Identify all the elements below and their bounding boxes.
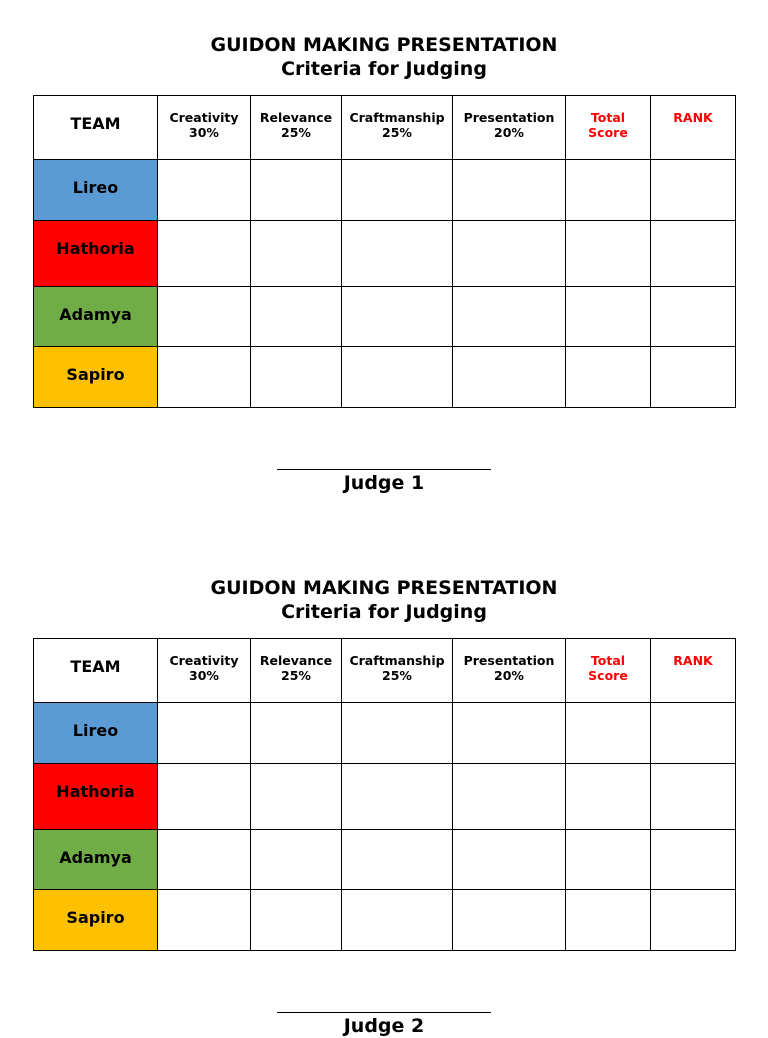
- form-subtitle: Criteria for Judging: [281, 58, 487, 80]
- score-table: [33, 638, 736, 951]
- score-cell-creativity[interactable]: [158, 160, 251, 221]
- score-cell-total[interactable]: [566, 703, 651, 764]
- header-row: [34, 639, 736, 703]
- table-row: [34, 703, 736, 764]
- score-cell-rank[interactable]: [651, 347, 736, 408]
- header-creativity: Creativity 30%: [158, 639, 251, 703]
- header-creativity: Creativity 30%: [158, 96, 251, 160]
- team-cell-hathoria: Hathoria: [34, 764, 158, 830]
- team-cell-sapiro: Sapiro: [34, 347, 158, 408]
- score-cell-craftmanship[interactable]: [342, 764, 453, 830]
- score-cell-craftmanship[interactable]: [342, 347, 453, 408]
- table-row: [34, 347, 736, 408]
- score-cell-creativity[interactable]: [158, 764, 251, 830]
- score-cell-relevance[interactable]: [251, 221, 342, 287]
- score-cell-relevance[interactable]: [251, 347, 342, 408]
- score-cell-presentation[interactable]: [453, 830, 566, 890]
- table-row: [34, 287, 736, 347]
- score-cell-rank[interactable]: [651, 221, 736, 287]
- header-rank: RANK: [651, 639, 736, 703]
- score-cell-rank[interactable]: [651, 830, 736, 890]
- table-row: [34, 221, 736, 287]
- score-table: [33, 95, 736, 408]
- judge-label: Judge 1: [343, 472, 425, 494]
- score-cell-rank[interactable]: [651, 764, 736, 830]
- judge-label: Judge 2: [343, 1015, 425, 1037]
- score-cell-craftmanship[interactable]: [342, 830, 453, 890]
- header-total-score: Total Score: [566, 639, 651, 703]
- signature-line[interactable]: [277, 469, 491, 470]
- score-cell-creativity[interactable]: [158, 347, 251, 408]
- header-craftmanship: Craftmanship 25%: [342, 96, 453, 160]
- score-cell-rank[interactable]: [651, 890, 736, 951]
- score-cell-craftmanship[interactable]: [342, 160, 453, 221]
- signature-line[interactable]: [277, 1012, 491, 1013]
- score-cell-relevance[interactable]: [251, 703, 342, 764]
- table-row: [34, 890, 736, 951]
- header-team: TEAM: [34, 639, 158, 703]
- header-relevance: Relevance 25%: [251, 96, 342, 160]
- header-presentation: Presentation 20%: [453, 639, 566, 703]
- score-cell-total[interactable]: [566, 764, 651, 830]
- score-cell-total[interactable]: [566, 890, 651, 951]
- score-cell-presentation[interactable]: [453, 703, 566, 764]
- score-cell-relevance[interactable]: [251, 830, 342, 890]
- header-row: [34, 96, 736, 160]
- score-cell-creativity[interactable]: [158, 890, 251, 951]
- score-cell-creativity[interactable]: [158, 287, 251, 347]
- table-row: [34, 830, 736, 890]
- header-presentation: Presentation 20%: [453, 96, 566, 160]
- score-cell-presentation[interactable]: [453, 160, 566, 221]
- form-subtitle: Criteria for Judging: [281, 601, 487, 623]
- team-cell-lireo: Lireo: [34, 703, 158, 764]
- score-cell-craftmanship[interactable]: [342, 703, 453, 764]
- score-cell-presentation[interactable]: [453, 347, 566, 408]
- form-title: GUIDON MAKING PRESENTATION: [210, 34, 558, 56]
- form-title: GUIDON MAKING PRESENTATION: [210, 577, 558, 599]
- score-cell-total[interactable]: [566, 221, 651, 287]
- table-row: [34, 764, 736, 830]
- score-cell-total[interactable]: [566, 160, 651, 221]
- team-cell-hathoria: Hathoria: [34, 221, 158, 287]
- header-rank: RANK: [651, 96, 736, 160]
- score-cell-presentation[interactable]: [453, 890, 566, 951]
- score-cell-rank[interactable]: [651, 287, 736, 347]
- score-cell-presentation[interactable]: [453, 221, 566, 287]
- score-cell-craftmanship[interactable]: [342, 287, 453, 347]
- score-cell-relevance[interactable]: [251, 890, 342, 951]
- score-cell-presentation[interactable]: [453, 287, 566, 347]
- score-cell-rank[interactable]: [651, 160, 736, 221]
- score-cell-relevance[interactable]: [251, 764, 342, 830]
- score-cell-craftmanship[interactable]: [342, 890, 453, 951]
- score-cell-creativity[interactable]: [158, 221, 251, 287]
- score-cell-creativity[interactable]: [158, 703, 251, 764]
- header-team: TEAM: [34, 96, 158, 160]
- header-craftmanship: Craftmanship 25%: [342, 639, 453, 703]
- header-relevance: Relevance 25%: [251, 639, 342, 703]
- team-cell-sapiro: Sapiro: [34, 890, 158, 951]
- team-cell-adamya: Adamya: [34, 287, 158, 347]
- score-cell-craftmanship[interactable]: [342, 221, 453, 287]
- team-cell-lireo: Lireo: [34, 160, 158, 221]
- team-cell-adamya: Adamya: [34, 830, 158, 890]
- header-total-score: Total Score: [566, 96, 651, 160]
- score-cell-presentation[interactable]: [453, 764, 566, 830]
- score-cell-creativity[interactable]: [158, 830, 251, 890]
- table-row: [34, 160, 736, 221]
- score-cell-relevance[interactable]: [251, 160, 342, 221]
- score-cell-relevance[interactable]: [251, 287, 342, 347]
- score-cell-total[interactable]: [566, 830, 651, 890]
- score-cell-total[interactable]: [566, 347, 651, 408]
- score-cell-total[interactable]: [566, 287, 651, 347]
- score-cell-rank[interactable]: [651, 703, 736, 764]
